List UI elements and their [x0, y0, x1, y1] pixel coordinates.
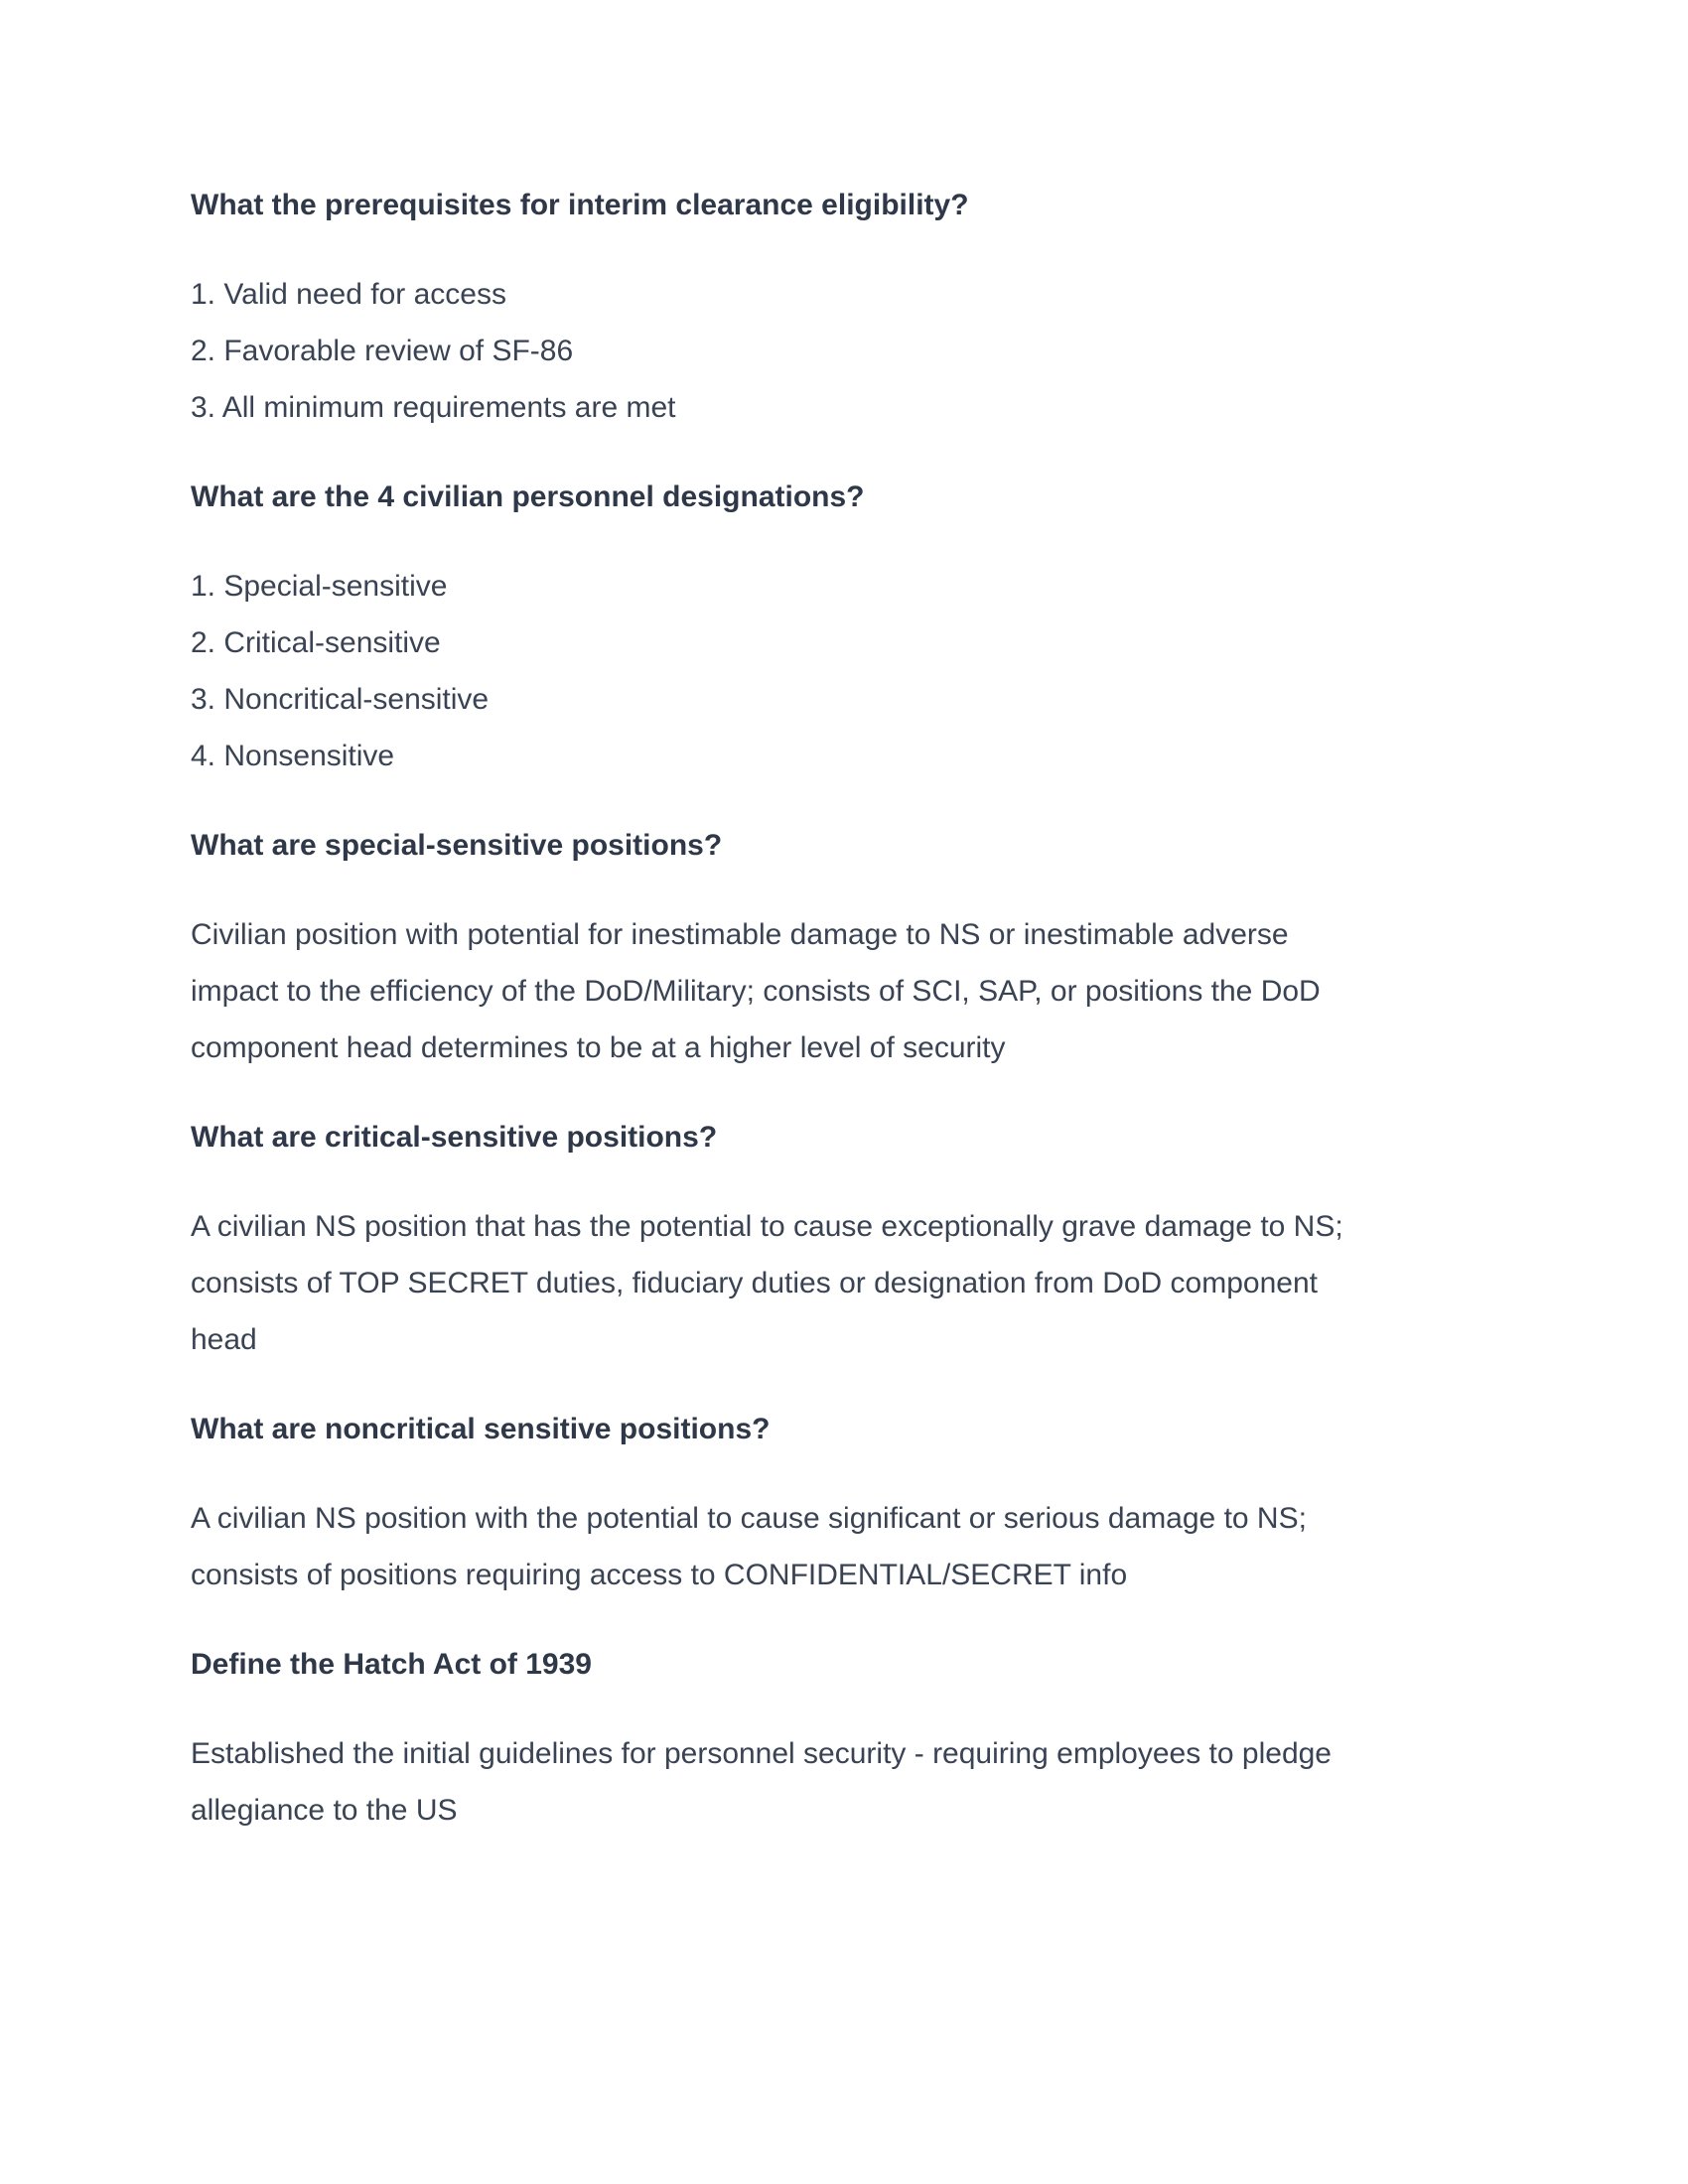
qa-section-civilian-designations	[191, 469, 1539, 784]
qa-section-hatch-act	[191, 1636, 1539, 1839]
answer-line: impact to the efficiency of the DoD/Military; consists of SCI, SAP, or positions the DoD	[191, 975, 1321, 1008]
answer-line: 2. Critical-sensitive	[191, 626, 441, 659]
answer-line: consists of TOP SECRET duties, fiduciary duties or designation from DoD component	[191, 1267, 1318, 1299]
question-heading: What are the 4 civilian personnel designations?	[191, 480, 865, 513]
answer-line: 4. Nonsensitive	[191, 740, 395, 772]
answer-line: 1. Valid need for access	[191, 278, 506, 311]
answer-line: Civilian position with potential for inestimable damage to NS or inestimable adverse	[191, 918, 1289, 951]
answer-line: 2. Favorable review of SF-86	[191, 335, 574, 367]
qa-section-critical-sensitive	[191, 1109, 1539, 1368]
question-heading: What the prerequisites for interim clearance eligibility?	[191, 189, 969, 221]
question-heading: What are noncritical sensitive positions?	[191, 1413, 771, 1445]
qa-section-noncritical-sensitive	[191, 1401, 1539, 1603]
answer-line: A civilian NS position with the potential to cause significant or serious damage to NS;	[191, 1502, 1307, 1535]
answer-line: Established the initial guidelines for personnel security - requiring employees to pledge	[191, 1737, 1332, 1770]
answer-line: consists of positions requiring access to CONFIDENTIAL/SECRET info	[191, 1559, 1128, 1591]
qa-section-interim-clearance	[191, 177, 1539, 436]
answer-line: 3. Noncritical-sensitive	[191, 683, 490, 716]
answer-line: head	[191, 1323, 257, 1356]
answer-line: 1. Special-sensitive	[191, 570, 448, 603]
answer-line: A civilian NS position that has the potential to cause exceptionally grave damage to NS;	[191, 1210, 1343, 1243]
answer-line: allegiance to the US	[191, 1794, 458, 1827]
qa-section-special-sensitive	[191, 817, 1539, 1076]
answer-line: 3. All minimum requirements are met	[191, 391, 676, 424]
question-heading: What are critical-sensitive positions?	[191, 1121, 718, 1154]
question-heading: What are special-sensitive positions?	[191, 829, 723, 862]
answer-line: component head determines to be at a higher level of security	[191, 1031, 1006, 1064]
question-heading: Define the Hatch Act of 1939	[191, 1648, 592, 1681]
